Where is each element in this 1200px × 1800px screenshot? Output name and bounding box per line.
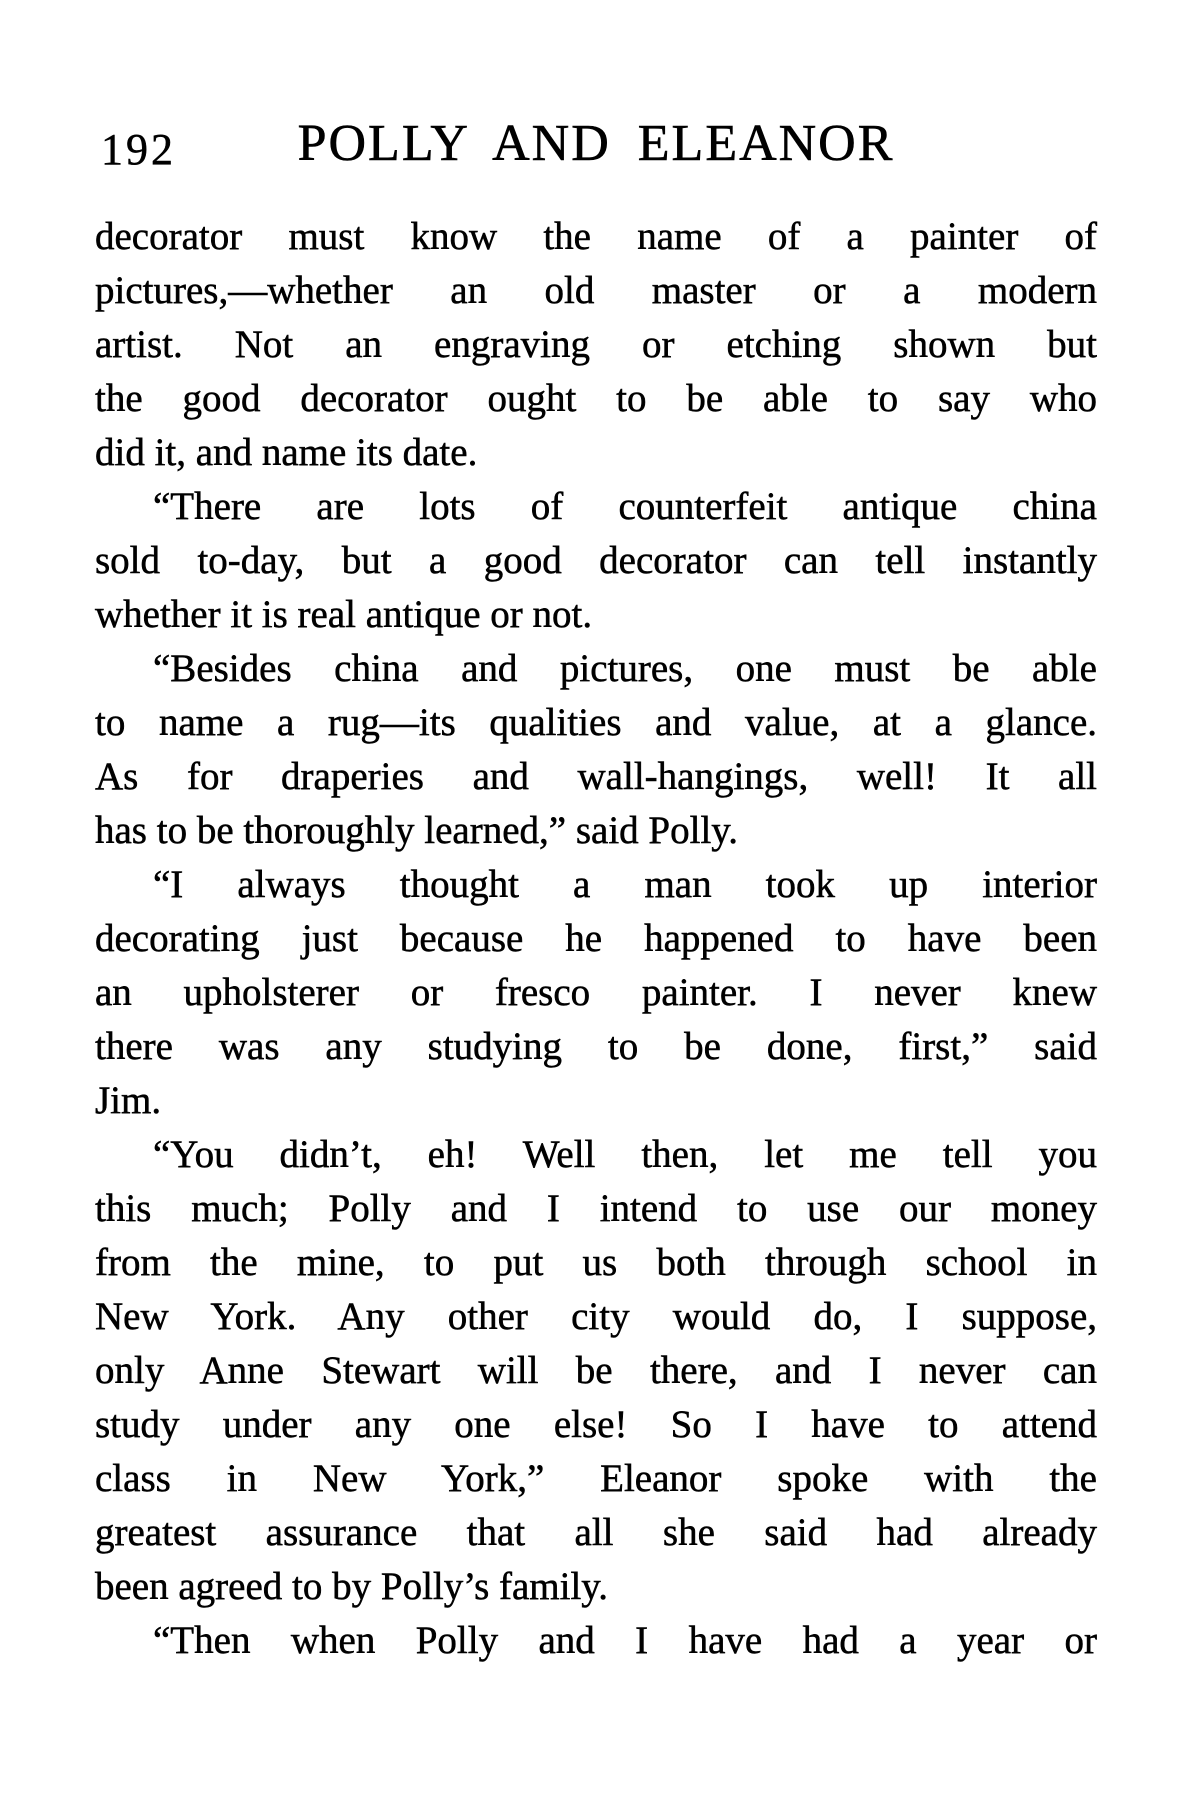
text-line: from the mine, to put us both through school in <box>95 1241 1097 1284</box>
page-header <box>95 96 1097 172</box>
text-line: class in New York,” Eleanor spoke with the <box>95 1457 1097 1500</box>
text-line: artist. Not an engraving or etching shown but <box>95 323 1097 366</box>
text-line: only Anne Stewart will be there, and I never can <box>95 1349 1097 1392</box>
text-line: “There are lots of counterfeit antique china <box>153 485 1097 528</box>
text-line: decorator must know the name of a painter of <box>95 215 1097 258</box>
text-line: whether it is real antique or not. <box>95 593 593 636</box>
text-line: did it, and name its date. <box>95 431 478 474</box>
text-line: an upholsterer or fresco painter. I never knew <box>95 971 1097 1014</box>
text-line: “Then when Polly and I have had a year or <box>153 1619 1097 1662</box>
text-line: As for draperies and wall-hangings, well! It all <box>95 755 1097 798</box>
text-line: pictures,—whether an old master or a modern <box>95 269 1097 312</box>
text-line: decorating just because he happened to have been <box>95 917 1097 960</box>
body-text <box>95 210 1097 1668</box>
text-line: New York. Any other city would do, I suppose, <box>95 1295 1097 1338</box>
page-number: 192 <box>101 125 176 174</box>
text-line: Jim. <box>95 1079 162 1122</box>
text-line: has to be thoroughly learned,” said Polly. <box>95 809 739 852</box>
text-line: “I always thought a man took up interior <box>153 863 1097 906</box>
text-line: greatest assurance that all she said had already <box>95 1511 1097 1554</box>
page-title: POLLY AND ELEANOR <box>297 115 895 172</box>
text-line: this much; Polly and I intend to use our money <box>95 1187 1097 1230</box>
text-line: study under any one else! So I have to attend <box>95 1403 1097 1446</box>
text-line: “Besides china and pictures, one must be able <box>153 647 1097 690</box>
text-line: to name a rug—its qualities and value, at a glance. <box>95 701 1097 744</box>
text-line: there was any studying to be done, first,” said <box>95 1025 1097 1068</box>
text-line: the good decorator ought to be able to say who <box>95 377 1097 420</box>
text-line: been agreed to by Polly’s family. <box>95 1565 609 1608</box>
text-line: “You didn’t, eh! Well then, let me tell you <box>153 1133 1097 1176</box>
text-line: sold to-day, but a good decorator can tell instantly <box>95 539 1097 582</box>
